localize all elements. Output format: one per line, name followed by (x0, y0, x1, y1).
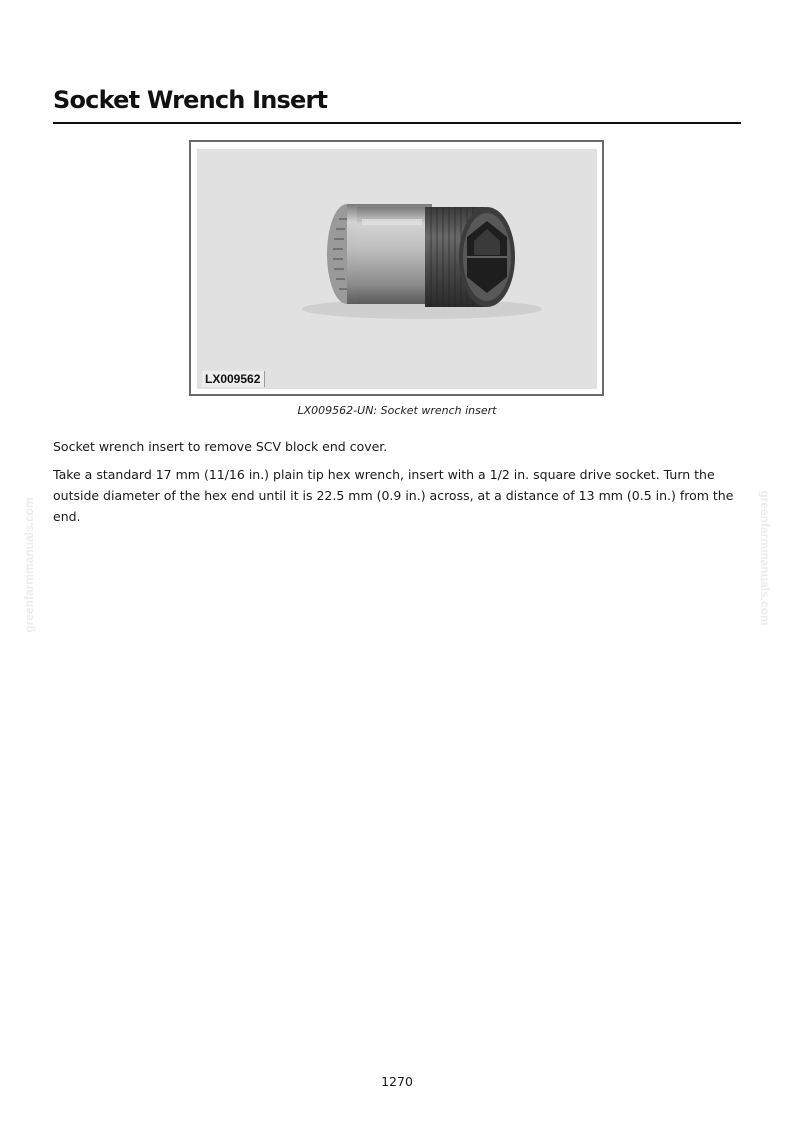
figure-frame (189, 140, 604, 396)
socket-wrench-insert-photo (197, 149, 597, 389)
socket-illustration (197, 149, 597, 389)
watermark-left: greenfarmmanuals.com (22, 497, 36, 633)
watermark-right: greenfarmmanuals.com (758, 490, 772, 626)
figure-caption: LX009562-UN: Socket wrench insert (297, 404, 497, 417)
page-number: 1270 (381, 1074, 413, 1089)
title-divider (53, 122, 741, 124)
page-title: Socket Wrench Insert (53, 86, 328, 114)
image-id-label: LX009562 (202, 371, 265, 387)
body-paragraph-intro: Socket wrench insert to remove SCV block end cover. (53, 439, 388, 454)
body-paragraph-instructions: Take a standard 17 mm (11/16 in.) plain tip hex wrench, insert with a 1/2 in. square drive socket. Turn the outside diameter of the hex end until it is 22.5 mm (0.9 in.) across, at a distance of 13 mm (0.5 in.) from the end. (53, 467, 734, 524)
